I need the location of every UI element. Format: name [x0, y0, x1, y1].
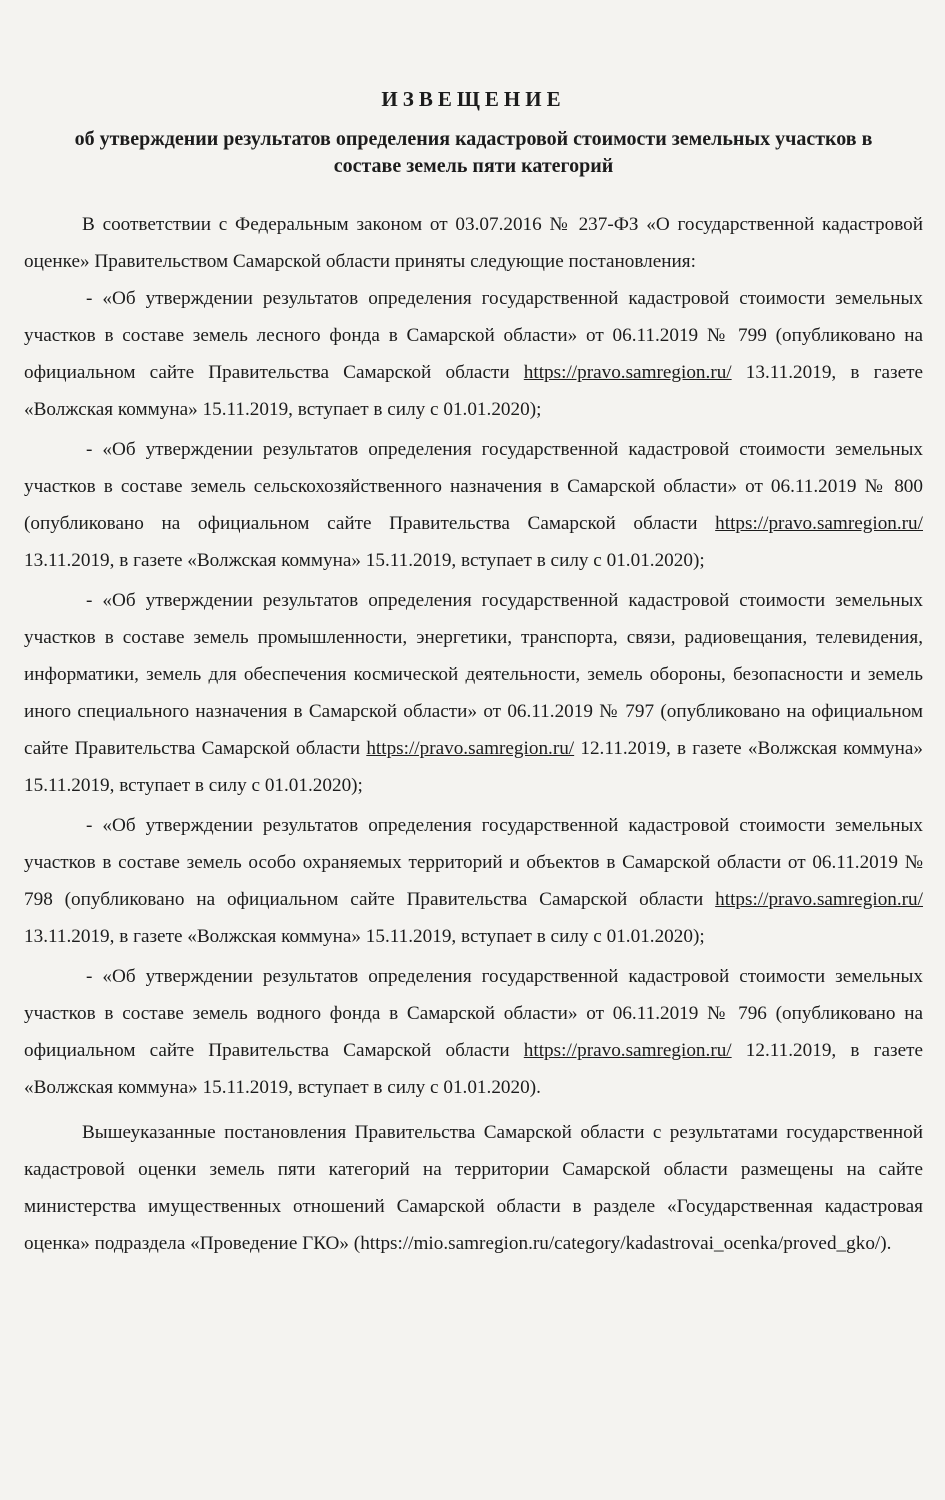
resolution-text: - «Об утверждении результатов определения государственной кадастровой стоимости земельных участков в составе земель промышленности, энергетики, транспорта, связи, радиовещания, телевидения, информатики, земель для обеспечения космической деятельности, земель обороны, безопасности и земель иного специального назначения в Самарской области» от 06.11.2019 № 797 (опубликовано на официальном сайте Правительства Самарской области: [24, 590, 923, 759]
resolution-text: - «Об утверждении результатов определения государственной кадастровой стоимости земельных участков в составе земель сельскохозяйственного назначения в Самарской области» от 06.11.2019 № 800 (опубликовано на официальном сайте Правительства Самарской области: [24, 439, 923, 534]
resolution-link[interactable]: https://pravo.samregion.ru/: [523, 1040, 732, 1061]
document-title: ИЗВЕЩЕНИЕ: [381, 87, 566, 111]
resolution-text: - «Об утверждении результатов определения государственной кадастровой стоимости земельных участков в составе земель особо охраняемых территорий и объектов в Самарской области от 06.11.2019 № 798 (опубликовано на официальном сайте Правительства Самарской области: [24, 815, 923, 910]
resolution-link[interactable]: https://pravo.samregion.ru/: [715, 889, 923, 910]
document-subtitle: об утверждении результатов определения кадастровой стоимости земельных участков в составе земель пяти категорий: [74, 128, 873, 177]
document-body: [24, 206, 923, 1262]
resolution-publication-text: 12.11.2019, в газете «Волжская коммуна» 15.11.2019, вступает в силу с 01.01.2020);: [24, 738, 923, 796]
resolution-item-798: [24, 807, 923, 955]
resolution-publication-text: 13.11.2019, в газете «Волжская коммуна» 15.11.2019, вступает в силу с 01.01.2020);: [24, 362, 924, 420]
resolution-text: - «Об утверждении результатов определения государственной кадастровой стоимости земельных участков в составе земель водного фонда в Самарской области» от 06.11.2019 № 796 (опубликовано на официальном сайте Правительства Самарской области: [24, 966, 923, 1061]
resolution-item-796: [24, 958, 923, 1106]
resolution-item-797: [24, 582, 923, 804]
resolution-publication-text: 13.11.2019, в газете «Волжская коммуна» 15.11.2019, вступает в силу с 01.01.2020);: [24, 550, 705, 571]
resolution-item-800: [24, 431, 923, 579]
resolution-text: - «Об утверждении результатов определения государственной кадастровой стоимости земельных участков в составе земель лесного фонда в Самарской области» от 06.11.2019 № 799 (опубликовано на официальном сайте Правительства Самарской области: [24, 288, 923, 383]
intro-paragraph: В соответствии с Федеральным законом от 03.07.2016 № 237-ФЗ «О государственной кадастровой оценке» Правительством Самарской области приняты следующие постановления:: [24, 214, 923, 272]
resolution-publication-text: 12.11.2019, в газете «Волжская коммуна» 15.11.2019, вступает в силу с 01.01.2020).: [24, 1040, 924, 1098]
resolution-link[interactable]: https://pravo.samregion.ru/: [523, 362, 732, 383]
final-paragraph: Вышеуказанные постановления Правительства Самарской области с результатами государственной кадастровой оценки земель пяти категорий на территории Самарской области размещены на сайте министерства имущественных отношений Самарской области в разделе «Государственная кадастровая оценка» подраздела «Проведение ГКО» (https://mio.samregion.ru/category/kadastrovai_ocenka/proved_gko/).: [24, 1122, 923, 1254]
resolution-item-799: [24, 280, 923, 428]
resolution-link[interactable]: https://pravo.samregion.ru/: [715, 513, 923, 534]
resolution-link[interactable]: https://pravo.samregion.ru/: [366, 738, 575, 759]
resolution-publication-text: 13.11.2019, в газете «Волжская коммуна» 15.11.2019, вступает в силу с 01.01.2020);: [24, 926, 705, 947]
